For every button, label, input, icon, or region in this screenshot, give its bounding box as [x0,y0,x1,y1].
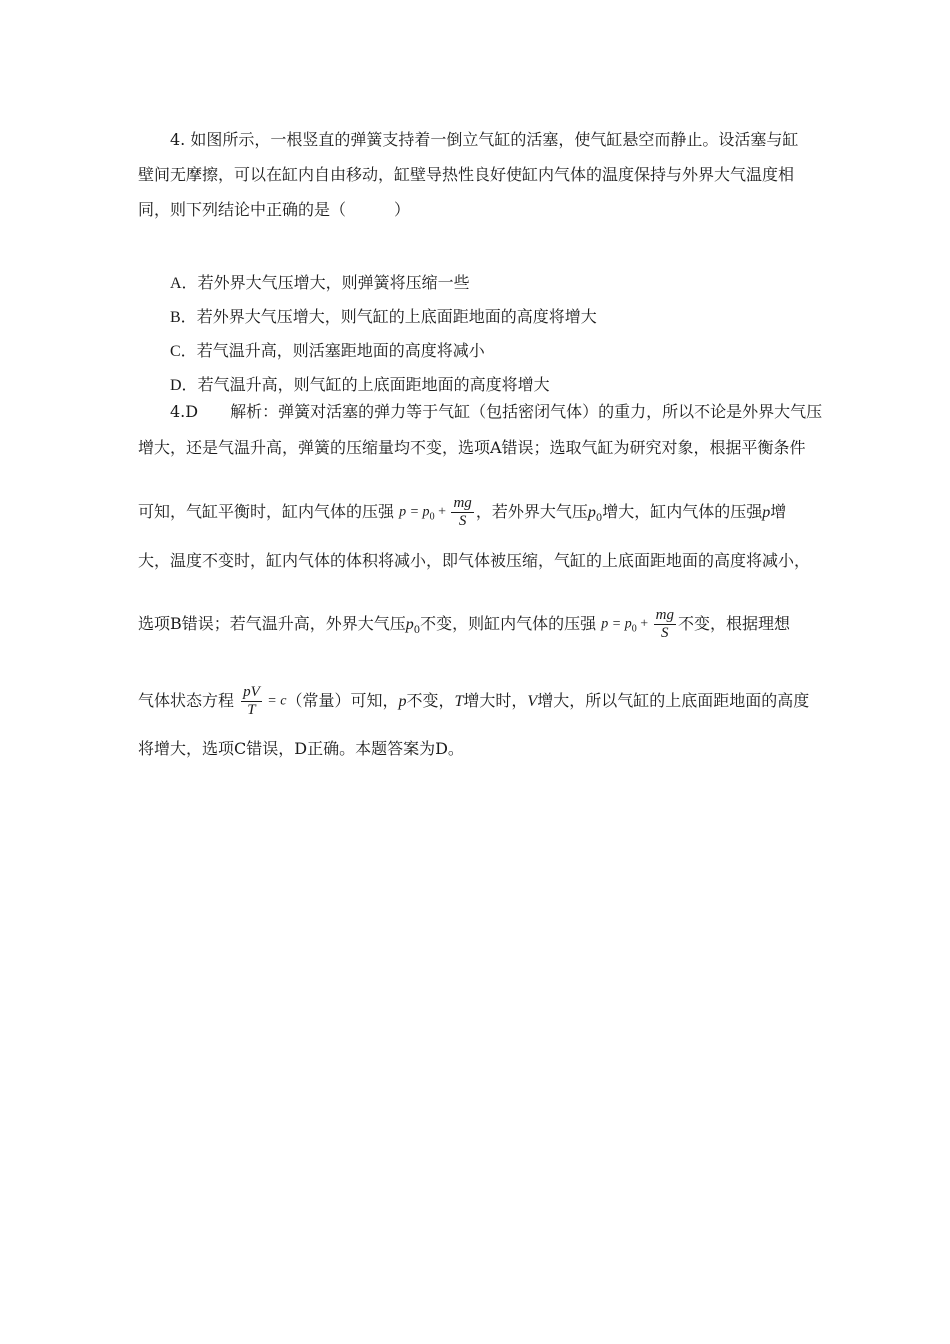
fraction-mg-over-s: $\frac{mg}{S}$ [453,495,472,529]
answer-line-5: 选项B错误；若气温升高，外界大气压$p_0$不变，则缸内气体的压强 $p = p_0$ + $\frac{mg}{S}$ 不变，根据理想 [138,607,790,641]
fraction-pv-over-t: $\frac{pV}{T}$ [243,684,260,718]
answer-line-7: 将增大，选项C错误，D正确。本题答案为D。 [138,739,464,758]
answer-label: 4.D 解析： [170,402,279,421]
question-stem [138,122,814,227]
question-line-3: 同，则下列结论中正确的是（ ） [138,200,411,219]
option-d: D．若气温升高，则气缸的上底面距地面的高度将增大 [170,375,550,394]
fraction-mg-over-s-2: $\frac{mg}{S}$ [655,607,674,641]
question-number: 4. [170,130,186,149]
pressure-formula-2: $p = p_0$ + $\frac{mg}{S}$ [601,607,674,641]
options-list [170,266,810,402]
answer-line-1: 4.D 解析：弹簧对活塞的弹力等于气缸（包括密闭气体）的重力，所以不论是外界大气压 [170,402,823,421]
option-a: A．若外界大气压增大，则弹簧将压缩一些 [170,273,470,292]
ideal-gas-formula: $\frac{pV}{T}$ = c [243,684,287,718]
answer-line-2: 增大，还是气温升高，弹簧的压缩量均不变，选项A错误；选取气缸为研究对象，根据平衡条件 [138,438,806,457]
question-line-2: 壁间无摩擦，可以在缸内自由移动，缸壁导热性良好使缸内气体的温度保持与外界大气温度相 [138,165,795,184]
option-c: C．若气温升高，则活塞距地面的高度将减小 [170,341,485,360]
pressure-formula-1: $p = p_0$ + $\frac{mg}{S}$ [399,495,472,529]
answer-line-3: 可知，气缸平衡时，缸内气体的压强 $p = p_0$ + $\frac{mg}{S}$ ，若外界大气压$p_0$增大，缸内气体的压强p增 [138,495,787,529]
answer-line-6: 气体状态方程 $\frac{pV}{T}$ = c（常量）可知，p不变，T增大时，V增大，所以气缸的上底面距地面的高度 [138,684,810,718]
question-line-1: 如图所示，一根竖直的弹簧支持着一倒立气缸的活塞，使气缸悬空而静止。设活塞与缸 [190,130,799,149]
answer-line-4: 大，温度不变时，缸内气体的体积将减小，即气体被压缩，气缸的上底面距地面的高度将减小， [138,551,811,570]
option-b: B．若外界大气压增大，则气缸的上底面距地面的高度将增大 [170,307,597,326]
